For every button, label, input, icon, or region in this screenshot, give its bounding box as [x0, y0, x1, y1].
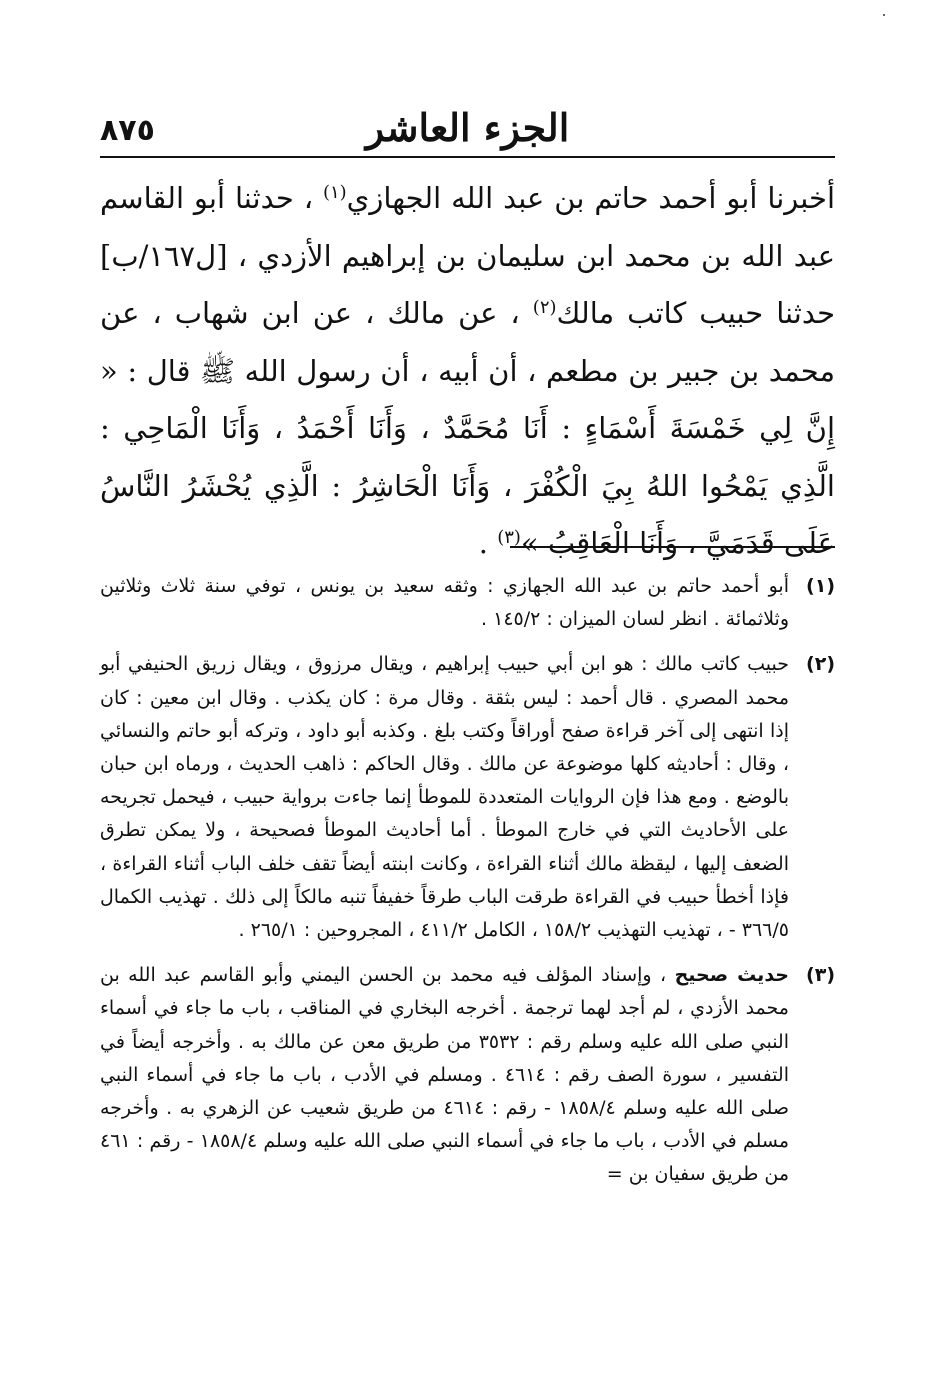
- footnote-text: حبيب كاتب مالك : هو ابن أبي حبيب إبراهيم ، ويقال مرزوق ، ويقال زريق الحنيفي أبو محمد المصري . قال أحمد : ليس بثقة . وقال مرة : كان يكذب . وقال ابن معين : كان إذا انتهى إلى آخر قراءة صفح أوراقاً وكتب بلغ . وكذبه أبو داود ، وتركه أبو حاتم والنسائي ، وقال : أحاديثه كلها موضوعة عن مالك . وقال الحاكم : ذاهب الحديث ، ورماه ابن حبان بالوضع . ومع هذا فإن الروايات المتعددة للموطأ إنما جاءت برواية حبيب ، فيحمل تجريحه على الأحاديث التي في خارج الموطأ . أما أحاديث الموطأ فصحيحة ، ولا يمكن تطرق الضعف إليها ، ليقظة مالك أثناء القراءة ، وكانت ابنته أيضاً تقف خلف الباب أثناء القراءة ، فإذا أخطأ حبيب في القراءة طرقت الباب طرقاً خفيفاً تنبه مالكاً إلى ذلك . تهذيب الكمال ٣٦٦/٥ - ، تهذيب التهذيب ١٥٨/٢ ، الكامل ٤١١/٢ ، المجروحين : ٢٦٥/١ .: [100, 653, 789, 942]
- footnote-number: (٢): [806, 653, 835, 676]
- footnote-text: ، وإسناد المؤلف فيه محمد بن الحسن اليمني وأبو القاسم عبد الله بن محمد الأزدي ، لم أجد لهما ترجمة . أخرجه البخاري في المناقب ، باب ما جاء في أسماء النبي صلى الله عليه وسلم رقم : ٣٥٣٢ من طريق معن عن مالك به . وأخرجه أيضاً في التفسير ، سورة الصف رقم : ٤٦١٤ . ومسلم في الأدب ، باب ما جاء في أسماء النبي صلى الله عليه وسلم ١٨٥٨/٤ - رقم : ٤٦١٤ من طريق شعيب عن الزهري به . وأخرجه مسلم في الأدب ، باب ما جاء في أسماء النبي صلى الله عليه وسلم ١٨٥٨/٤ - رقم : ٤٦١ من طريق سفيان بن =: [100, 964, 790, 1186]
- footnote-separator: [510, 546, 835, 548]
- footnote-ref-2: (٢): [532, 297, 557, 319]
- footnote-ref-3: (٣): [497, 527, 521, 549]
- footnotes: [100, 570, 835, 1204]
- text-segment: أخبرنا أبو أحمد حاتم بن عبد الله الجهازي: [346, 181, 835, 215]
- footnote-1: [100, 570, 835, 636]
- footnote-3: [100, 959, 835, 1191]
- footnote-2: [100, 648, 835, 947]
- hadith-paragraph: [100, 170, 835, 573]
- footnote-number: (١): [806, 575, 835, 597]
- running-title: الجزء العاشر: [365, 105, 570, 150]
- scan-speck: [883, 14, 885, 16]
- main-text: [100, 170, 835, 573]
- text-segment: ، عن مالك ، عن ابن شهاب ، عن محمد بن جبير بن مطعم ، أن أبيه ، أن رسول الله ﷺ قال : « إِنَّ لِي خَمْسَةَ أَسْمَاءٍ : أَنَا مُحَمَّدٌ ، وَأَنَا أَحْمَدُ ، وَأَنَا الْمَاحِي : الَّذِي يَمْحُوا اللهُ بِيَ الْكُفْرَ ، وَأَنَا الْحَاشِرُ : الَّذِي يُحْشَرُ النَّاسُ عَلَى قَدَمَيَّ ، وَأَنَا الْعَاقِبُ »: [100, 296, 835, 560]
- footnote-ref-1: (١): [322, 182, 347, 204]
- footnote-text: أبو أحمد حاتم بن عبد الله الجهازي : وثقه سعيد بن يونس ، توفي سنة ثلاث وثلاثين وثلاثمائة . انظر لسان الميزان : ١٤٥/٢ .: [100, 575, 789, 631]
- footnote-number: (٣): [806, 964, 835, 987]
- text-segment: ، حدثنا أبو القاسم عبد الله بن محمد ابن سليمان بن إبراهيم الأزدي ، [ل١٦٧/ب] حدثنا حبيب كاتب مالك: [100, 181, 836, 330]
- text-segment: .: [478, 526, 498, 560]
- page-header: [100, 100, 835, 158]
- footnote-grade: حديث صحيح: [674, 964, 789, 987]
- page-number: ٨٧٥: [100, 113, 155, 148]
